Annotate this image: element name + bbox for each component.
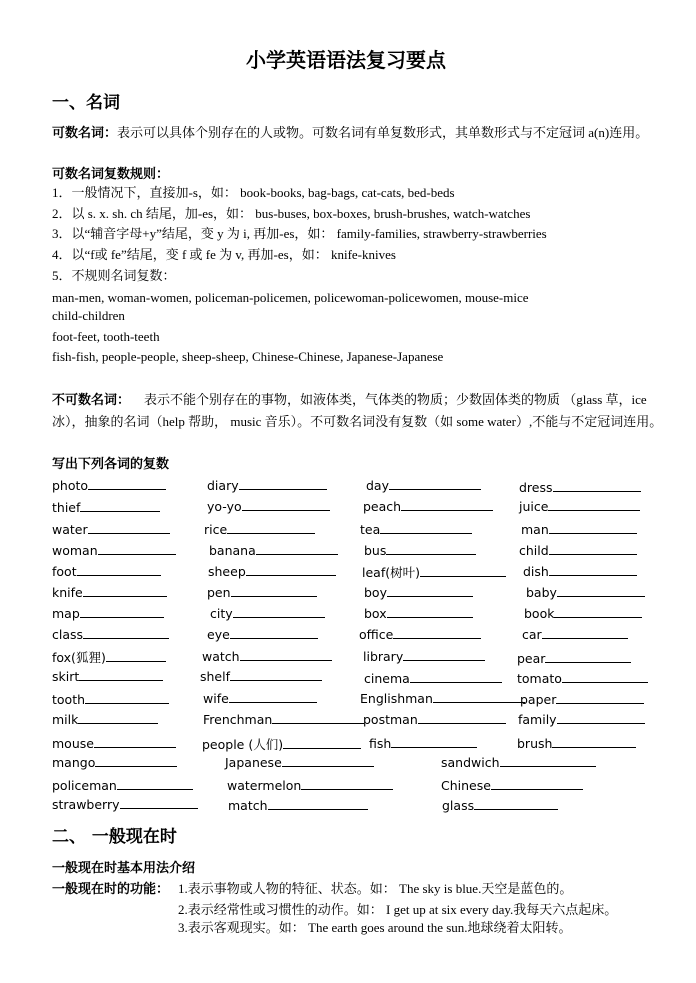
word-item bbox=[202, 735, 361, 753]
word-item bbox=[228, 797, 368, 813]
answer-blank[interactable] bbox=[549, 563, 637, 576]
word-label: photo bbox=[52, 478, 89, 493]
function-label: 一般现在时的功能： bbox=[52, 882, 170, 897]
word-label: brush bbox=[517, 736, 553, 751]
word-item bbox=[202, 648, 332, 664]
word-item bbox=[518, 711, 645, 727]
word-item bbox=[203, 711, 364, 727]
countable-label: 可数名词： bbox=[52, 126, 118, 141]
answer-blank[interactable] bbox=[233, 605, 325, 618]
word-label: Chinese bbox=[441, 778, 491, 793]
irregular-line-2: child-children bbox=[52, 308, 125, 323]
answer-blank[interactable] bbox=[83, 626, 169, 639]
answer-blank[interactable] bbox=[78, 711, 158, 724]
word-item bbox=[364, 542, 476, 558]
word-item bbox=[523, 563, 637, 579]
answer-blank[interactable] bbox=[401, 498, 493, 511]
word-label: class bbox=[52, 627, 84, 642]
answer-blank[interactable] bbox=[283, 736, 361, 749]
word-label: yo-yo bbox=[207, 499, 242, 514]
word-label: tea bbox=[360, 522, 381, 537]
answer-blank[interactable] bbox=[98, 542, 176, 555]
word-item bbox=[441, 777, 583, 793]
answer-blank[interactable] bbox=[301, 777, 393, 790]
word-label: shelf bbox=[200, 669, 230, 684]
word-label: sheep bbox=[208, 564, 246, 579]
word-item bbox=[207, 477, 327, 493]
answer-blank[interactable] bbox=[282, 754, 374, 767]
answer-blank[interactable] bbox=[474, 797, 558, 810]
word-item bbox=[366, 477, 481, 493]
answer-blank[interactable] bbox=[557, 711, 645, 724]
word-item bbox=[207, 584, 317, 600]
word-label: mouse bbox=[52, 736, 94, 751]
word-item bbox=[52, 735, 176, 751]
answer-blank[interactable] bbox=[410, 670, 502, 683]
word-label: bus bbox=[364, 543, 387, 558]
answer-blank[interactable] bbox=[545, 650, 631, 663]
word-item bbox=[442, 797, 558, 813]
word-item bbox=[360, 690, 525, 706]
word-label: book bbox=[524, 606, 555, 621]
word-item bbox=[364, 670, 502, 686]
word-label: Englishman bbox=[360, 691, 433, 706]
present-simple-subheading: 一般现在时基本用法介绍 bbox=[52, 861, 196, 876]
word-item bbox=[364, 605, 473, 621]
word-label: mango bbox=[52, 755, 96, 770]
answer-blank[interactable] bbox=[79, 668, 163, 681]
word-label: box bbox=[364, 606, 387, 621]
word-item bbox=[520, 691, 644, 707]
word-label: glass bbox=[442, 798, 475, 813]
word-item bbox=[52, 777, 193, 793]
word-item bbox=[363, 498, 493, 514]
word-item bbox=[225, 754, 374, 770]
word-label: Japanese bbox=[225, 755, 282, 770]
word-label: pear bbox=[517, 651, 546, 666]
page-title: 小学英语语法复习要点 bbox=[246, 48, 446, 72]
word-label: people (人们) bbox=[202, 737, 284, 752]
word-item bbox=[524, 605, 642, 621]
answer-blank[interactable] bbox=[500, 754, 596, 767]
answer-blank[interactable] bbox=[120, 796, 198, 809]
word-item bbox=[203, 690, 317, 706]
word-item bbox=[52, 521, 170, 537]
answer-blank[interactable] bbox=[491, 777, 583, 790]
word-label: rice bbox=[204, 522, 228, 537]
rules-heading: 可数名词复数规则： bbox=[52, 167, 170, 182]
word-item bbox=[52, 648, 166, 666]
word-label: sandwich bbox=[441, 755, 500, 770]
answer-blank[interactable] bbox=[553, 479, 641, 492]
rule-1: 1．一般情况下，直接加-s，如： book-books, bag-bags, cat-cats, bed-beds bbox=[52, 185, 455, 200]
word-label: cinema bbox=[364, 671, 410, 686]
word-item bbox=[52, 477, 166, 493]
word-label: match bbox=[228, 798, 268, 813]
answer-blank[interactable] bbox=[389, 477, 481, 490]
word-item bbox=[526, 584, 645, 600]
countable-definition: 可数名词：表示可以具体个别存在的人或物。可数名词有单复数形式，其单数形式与不定冠词 a(n)连用。 bbox=[52, 125, 649, 141]
word-item bbox=[52, 542, 176, 558]
word-label: policeman bbox=[52, 778, 117, 793]
rule-4: 4．以“f或 fe”结尾，变 f 或 fe 为 v, 再加-es，如： knife-knives bbox=[52, 247, 396, 262]
answer-blank[interactable] bbox=[246, 563, 336, 576]
word-item bbox=[209, 542, 338, 558]
irregular-line-1: man-men, woman-women, policeman-policemen, policewoman-policewomen, mouse-mice bbox=[52, 290, 529, 305]
answer-blank[interactable] bbox=[418, 711, 506, 724]
answer-blank[interactable] bbox=[106, 649, 166, 662]
word-label: knife bbox=[52, 585, 83, 600]
word-item bbox=[52, 605, 164, 621]
word-item bbox=[364, 584, 473, 600]
word-label: baby bbox=[526, 585, 557, 600]
word-item bbox=[522, 626, 628, 642]
answer-blank[interactable] bbox=[387, 584, 473, 597]
answer-blank[interactable] bbox=[403, 648, 485, 661]
answer-blank[interactable] bbox=[88, 477, 166, 490]
word-label: day bbox=[366, 478, 389, 493]
word-item bbox=[52, 754, 177, 770]
answer-blank[interactable] bbox=[272, 711, 364, 724]
answer-blank[interactable] bbox=[117, 777, 193, 790]
exercise-heading: 写出下列各词的复数 bbox=[52, 457, 170, 472]
answer-blank[interactable] bbox=[387, 605, 473, 618]
word-item bbox=[207, 498, 330, 514]
word-label: banana bbox=[209, 543, 256, 558]
word-label: thief bbox=[52, 500, 81, 515]
irregular-line-4: fish-fish, people-people, sheep-sheep, Chinese-Chinese, Japanese-Japanese bbox=[52, 349, 444, 364]
word-item bbox=[441, 754, 596, 770]
word-label: fox(狐狸) bbox=[52, 650, 106, 665]
word-label: leaf(树叶) bbox=[362, 565, 420, 580]
word-label: fish bbox=[369, 736, 392, 751]
answer-blank[interactable] bbox=[242, 498, 330, 511]
word-item bbox=[519, 542, 637, 558]
word-item bbox=[521, 521, 637, 537]
answer-blank[interactable] bbox=[229, 690, 317, 703]
rule-3: 3．以“辅音字母+y”结尾，变 y 为 i, 再加-es，如： family-families, strawberry-strawberries bbox=[52, 226, 547, 241]
word-label: man bbox=[521, 522, 549, 537]
word-label: pen bbox=[207, 585, 231, 600]
answer-blank[interactable] bbox=[95, 754, 177, 767]
word-label: eye bbox=[207, 627, 230, 642]
answer-blank[interactable] bbox=[227, 521, 315, 534]
word-label: wife bbox=[203, 691, 229, 706]
word-label: dish bbox=[523, 564, 549, 579]
word-item bbox=[52, 668, 163, 684]
answer-blank[interactable] bbox=[77, 563, 161, 576]
answer-blank[interactable] bbox=[386, 542, 476, 555]
word-item bbox=[210, 605, 325, 621]
word-label: city bbox=[210, 606, 233, 621]
answer-blank[interactable] bbox=[88, 521, 170, 534]
word-label: office bbox=[359, 627, 394, 642]
answer-blank[interactable] bbox=[542, 626, 628, 639]
word-label: library bbox=[363, 649, 404, 664]
irregular-line-3: foot-feet, tooth-teeth bbox=[52, 329, 160, 344]
word-item bbox=[208, 563, 336, 579]
function-2: 2.表示经常性或习惯性的动作。如： I get up at six every day.我每天六点起床。 bbox=[178, 902, 618, 917]
answer-blank[interactable] bbox=[391, 735, 477, 748]
word-label: paper bbox=[520, 692, 557, 707]
rule-5: 5．不规则名词复数： bbox=[52, 268, 176, 283]
word-label: water bbox=[52, 522, 88, 537]
answer-blank[interactable] bbox=[230, 626, 318, 639]
word-item bbox=[52, 691, 169, 707]
word-label: family bbox=[518, 712, 557, 727]
word-item bbox=[52, 796, 198, 812]
answer-blank[interactable] bbox=[393, 626, 481, 639]
word-item bbox=[363, 711, 506, 727]
word-item bbox=[359, 626, 481, 642]
word-label: diary bbox=[207, 478, 239, 493]
word-item bbox=[52, 563, 161, 579]
word-label: peach bbox=[363, 499, 402, 514]
answer-blank[interactable] bbox=[230, 668, 322, 681]
answer-blank[interactable] bbox=[85, 691, 169, 704]
word-label: map bbox=[52, 606, 80, 621]
answer-blank[interactable] bbox=[231, 584, 317, 597]
word-item bbox=[227, 777, 393, 793]
word-item bbox=[52, 499, 160, 515]
answer-blank[interactable] bbox=[239, 477, 327, 490]
answer-blank[interactable] bbox=[420, 564, 506, 577]
word-item bbox=[362, 563, 506, 581]
word-label: skirt bbox=[52, 669, 80, 684]
function-1: 1.表示事物或人物的特征、状态。如： The sky is blue.天空是蓝色的。 bbox=[178, 881, 573, 896]
word-item bbox=[517, 735, 636, 751]
word-item bbox=[519, 498, 640, 514]
answer-blank[interactable] bbox=[268, 797, 368, 810]
word-item bbox=[517, 650, 631, 666]
word-label: tooth bbox=[52, 692, 86, 707]
word-label: foot bbox=[52, 564, 77, 579]
answer-blank[interactable] bbox=[94, 735, 176, 748]
rule-2: 2．以 s. x. sh. ch 结尾，加-es，如： bus-buses, box-boxes, brush-brushes, watch-watches bbox=[52, 206, 531, 221]
word-label: boy bbox=[364, 585, 387, 600]
answer-blank[interactable] bbox=[240, 648, 332, 661]
word-label: tomato bbox=[517, 671, 562, 686]
word-item bbox=[517, 670, 648, 686]
answer-blank[interactable] bbox=[549, 521, 637, 534]
word-item bbox=[52, 584, 167, 600]
word-label: dress bbox=[519, 480, 553, 495]
word-label: child bbox=[519, 543, 549, 558]
word-label: juice bbox=[519, 499, 549, 514]
word-label: watch bbox=[202, 649, 240, 664]
word-label: postman bbox=[363, 712, 418, 727]
word-label: Frenchman bbox=[203, 712, 273, 727]
word-item bbox=[52, 626, 169, 642]
answer-blank[interactable] bbox=[256, 542, 338, 555]
word-label: woman bbox=[52, 543, 98, 558]
word-item bbox=[204, 521, 315, 537]
word-item bbox=[519, 479, 641, 495]
word-item bbox=[363, 648, 485, 664]
word-label: watermelon bbox=[227, 778, 302, 793]
word-item bbox=[52, 711, 158, 727]
word-label: strawberry bbox=[52, 797, 120, 812]
function-3: 3.表示客观现实。如： The earth goes around the sun.地球绕着太阳转。 bbox=[178, 920, 572, 935]
section-heading-nouns: 一、名词 bbox=[52, 93, 120, 113]
word-label: car bbox=[522, 627, 542, 642]
answer-blank[interactable] bbox=[548, 498, 640, 511]
uncountable-label: 不可数名词： bbox=[52, 393, 131, 408]
answer-blank[interactable] bbox=[562, 670, 648, 683]
answer-blank[interactable] bbox=[549, 542, 637, 555]
section-heading-present-simple: 二、 一般现在时 bbox=[52, 827, 177, 847]
word-item bbox=[207, 626, 318, 642]
answer-blank[interactable] bbox=[380, 521, 472, 534]
answer-blank[interactable] bbox=[83, 584, 167, 597]
answer-blank[interactable] bbox=[554, 605, 642, 618]
answer-blank[interactable] bbox=[80, 499, 160, 512]
word-item bbox=[369, 735, 477, 751]
uncountable-definition: 不可数名词： 表示不能个别存在的事物，如液体类，气体类的物质；少数固体类的物质 （glass 草，ice 冰），抽象的名词（help 帮助， music 音乐）。不可数名词没有复数（如 some water）,不能与不定冠词连用。 bbox=[52, 392, 663, 429]
answer-blank[interactable] bbox=[552, 735, 636, 748]
answer-blank[interactable] bbox=[80, 605, 164, 618]
word-item bbox=[200, 668, 322, 684]
answer-blank[interactable] bbox=[556, 691, 644, 704]
answer-blank[interactable] bbox=[557, 584, 645, 597]
word-label: milk bbox=[52, 712, 79, 727]
answer-blank[interactable] bbox=[433, 690, 525, 703]
word-item bbox=[360, 521, 472, 537]
